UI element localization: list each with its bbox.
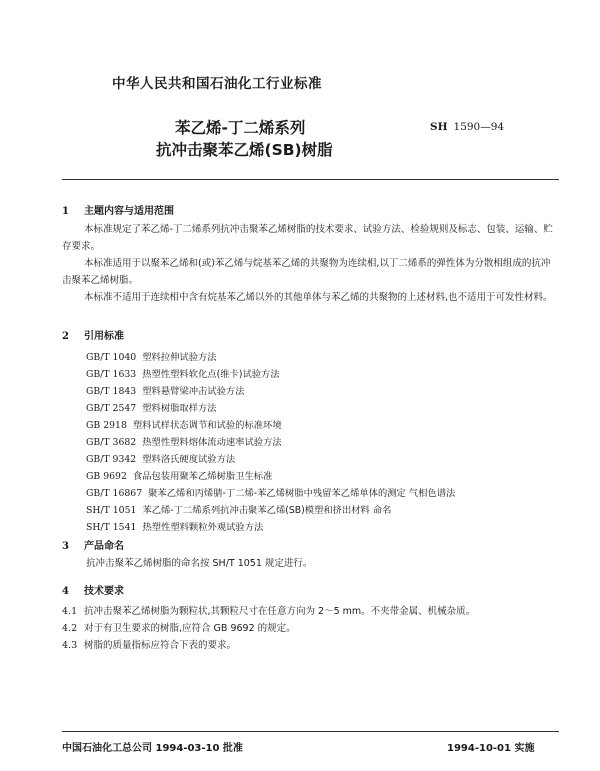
- standard-code: 1590—94: [453, 121, 505, 133]
- standard-number: [430, 121, 504, 133]
- section-4-title: 技术要求: [84, 586, 124, 597]
- list-item: [62, 603, 475, 617]
- section-1-paragraph-3: 本标准不适用于连续相中含有烷基苯乙烯以外的其他单体与苯乙烯的共聚物的上述材料,也不适用于可发性材料。: [84, 292, 553, 303]
- section-1-heading: [62, 202, 174, 217]
- standard-title-line2: 抗冲击聚苯乙烯(SB)树脂: [156, 141, 333, 159]
- ref-code: SH/T 1541: [86, 522, 137, 533]
- item-text: 抗冲击聚苯乙烯树脂为颗粒状,其颗粒尺寸在任意方向为 2～5 mm。不夹带金属、机械杂质。: [84, 606, 476, 617]
- item-text: 树脂的质量指标应符合下表的要求。: [84, 640, 237, 651]
- item-number: 4.2: [62, 623, 78, 634]
- item-number: 4.1: [62, 606, 78, 617]
- ref-title: 热塑性塑料颗粒外观试验方法: [142, 522, 264, 533]
- item-text: 对于有卫生要求的树脂,应符合 GB 9692 的规定。: [84, 623, 296, 634]
- section-2-title: 引用标准: [84, 331, 124, 342]
- ref-item: [86, 434, 282, 448]
- section-4-heading: [62, 582, 124, 597]
- effective-date: 1994-10-01 实施: [447, 743, 535, 754]
- section-3-number: 3: [62, 541, 69, 552]
- section-3-heading: [62, 537, 124, 552]
- section-2-heading: [62, 327, 124, 342]
- section-1-number: 1: [62, 206, 69, 217]
- ref-item: [86, 485, 455, 499]
- ref-code: GB 2918: [86, 420, 127, 431]
- ref-title: 塑料拉伸试验方法: [142, 352, 217, 363]
- ref-item: [86, 366, 280, 380]
- section-4-number: 4: [62, 586, 69, 597]
- ref-title: 塑料悬臂梁冲击试验方法: [142, 386, 245, 397]
- ref-item: [86, 451, 235, 465]
- ref-item: [86, 468, 272, 482]
- ref-code: GB 9692: [86, 471, 127, 482]
- ref-code: GB/T 1040: [86, 352, 137, 363]
- ref-title: 热塑性塑料熔体流动速率试验方法: [142, 437, 282, 448]
- standard-title-line1: 苯乙烯-丁二烯系列: [175, 119, 306, 137]
- header-divider: [62, 179, 559, 180]
- approval-date: 中国石油化工总公司 1994-03-10 批准: [62, 743, 243, 754]
- ref-item: [86, 519, 263, 533]
- ref-item: [86, 349, 217, 363]
- ref-title: 苯乙烯-丁二烯系列抗冲击聚苯乙烯(SB)模塑和挤出材料 命名: [142, 505, 392, 516]
- ref-title: 食品包装用聚苯乙烯树脂卫生标准: [132, 471, 273, 482]
- ref-code: GB/T 16867: [86, 488, 143, 499]
- ref-title: 塑料试样状态调节和试验的标准环境: [132, 420, 282, 431]
- ref-title: 塑料树脂取样方法: [142, 403, 217, 414]
- section-1-paragraph-1: 本标准规定了苯乙烯-丁二烯系列抗冲击聚苯乙烯树脂的技术要求、试验方法、检验规则及标志、包装、运输、贮存要求。: [62, 224, 553, 252]
- ref-code: GB/T 1843: [86, 386, 137, 397]
- ref-code: GB/T 1633: [86, 369, 137, 380]
- ref-code: GB/T 3682: [86, 437, 137, 448]
- section-3-text: 抗冲击聚苯乙烯树脂的命名按 SH/T 1051 规定进行。: [86, 558, 313, 569]
- ref-item: [86, 502, 391, 516]
- item-number: 4.3: [62, 640, 78, 651]
- section-2-number: 2: [62, 331, 69, 342]
- ref-title: 热塑性塑料软化点(维卡)试验方法: [142, 369, 280, 380]
- ref-item: [86, 383, 245, 397]
- ref-code: GB/T 2547: [86, 403, 137, 414]
- ref-title: 塑料洛氏硬度试验方法: [142, 454, 236, 465]
- ref-code: SH/T 1051: [86, 505, 137, 516]
- ref-item: [86, 400, 217, 414]
- standard-prefix: SH: [430, 121, 448, 133]
- list-item: [62, 620, 296, 634]
- section-1-title: 主题内容与适用范围: [84, 206, 174, 217]
- section-3-title: 产品命名: [84, 541, 124, 552]
- list-item: [62, 637, 236, 651]
- ref-code: GB/T 9342: [86, 454, 137, 465]
- ministry-title: 中华人民共和国石油化工行业标准: [112, 76, 322, 92]
- footer-divider: [62, 731, 559, 732]
- ref-title: 聚苯乙烯和丙烯腈-丁二烯-苯乙烯树脂中残留苯乙烯单体的测定 气相色谱法: [148, 488, 456, 499]
- ref-item: [86, 417, 282, 431]
- section-1-paragraph-2: 本标准适用于以聚苯乙烯和(或)苯乙烯与烷基苯乙烯的共聚物为连续相,以丁二烯系的弹性体为分散相组成的抗冲击聚苯乙烯树脂。: [62, 258, 551, 286]
